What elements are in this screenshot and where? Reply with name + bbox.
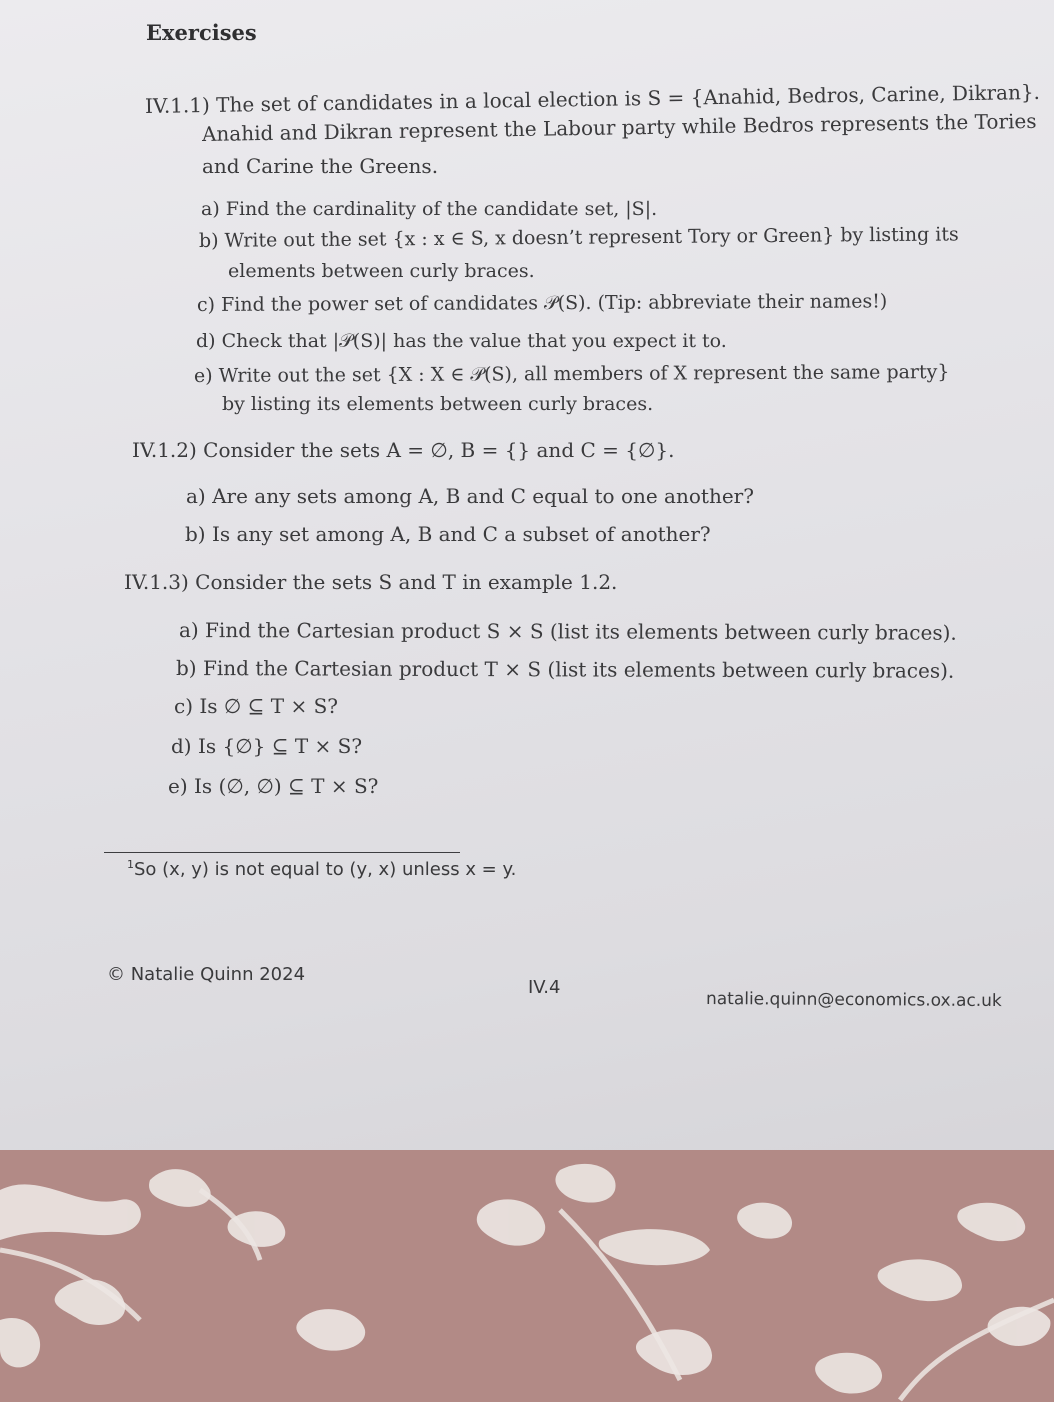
footnote-divider xyxy=(104,852,460,853)
exercise-3-part-d: d) Is {∅} ⊆ T × S? xyxy=(171,734,363,758)
exercise-1-intro-line2: Anahid and Dikran represent the Labour party while Bedros represents the Tories xyxy=(201,108,1037,146)
exercise-1-part-a: a) Find the cardinality of the candidate set, |S|. xyxy=(201,198,658,220)
exercise-1-intro-line1: IV.1.1) The set of candidates in a local election is S = {Anahid, Bedros, Carine, Dikran}. xyxy=(144,79,1041,118)
exercise-1-intro-line3: and Carine the Greens. xyxy=(202,154,439,178)
exercise-3-part-c: c) Is ∅ ⊆ T × S? xyxy=(174,694,339,718)
footer-email: natalie.quinn@economics.ox.ac.uk xyxy=(705,989,1002,1012)
footnote-mark: 1 xyxy=(127,858,134,871)
floral-pattern-icon xyxy=(0,1150,1054,1402)
exercise-1-part-d: d) Check that |𝒫(S)| has the value that you expect it to. xyxy=(196,330,727,352)
section-heading: Exercises xyxy=(146,20,257,45)
exercise-3-part-a: a) Find the Cartesian product S × S (list its elements between curly braces). xyxy=(178,618,957,645)
exercise-1-part-c: c) Find the power set of candidates 𝒫(S). (Tip: abbreviate their names!) xyxy=(196,290,888,316)
exercise-3-part-e: e) Is (∅, ∅) ⊆ T × S? xyxy=(168,774,379,798)
exercise-1-part-b-line2: elements between curly braces. xyxy=(228,260,535,282)
exercise-2-part-b: b) Is any set among A, B and C a subset of another? xyxy=(185,522,711,546)
exercise-1-part-e-line2: by listing its elements between curly braces. xyxy=(222,393,654,415)
exercise-2-intro: IV.1.2) Consider the sets A = ∅, B = {} and C = {∅}. xyxy=(132,438,675,462)
fabric-background xyxy=(0,1150,1054,1402)
footer-page-number: IV.4 xyxy=(528,977,561,998)
exercise-3-part-b: b) Find the Cartesian product T × S (list its elements between curly braces). xyxy=(175,656,955,683)
exercise-1-label: IV.1.1) xyxy=(144,92,211,118)
footnote xyxy=(127,858,516,880)
footer-copyright: © Natalie Quinn 2024 xyxy=(107,964,306,985)
exercise-1-part-b-line1: b) Write out the set {x : x ∈ S, x doesn’t represent Tory or Green} by listing its xyxy=(198,223,959,252)
exercise-2-part-a: a) Are any sets among A, B and C equal to one another? xyxy=(186,484,754,508)
exercise-3-intro: IV.1.3) Consider the sets S and T in example 1.2. xyxy=(124,570,618,594)
footnote-text: So (x, y) is not equal to (y, x) unless x = y. xyxy=(134,859,517,880)
exercise-1-part-e-line1: e) Write out the set {X : X ∈ 𝒫(S), all members of X represent the same party} xyxy=(193,361,950,387)
